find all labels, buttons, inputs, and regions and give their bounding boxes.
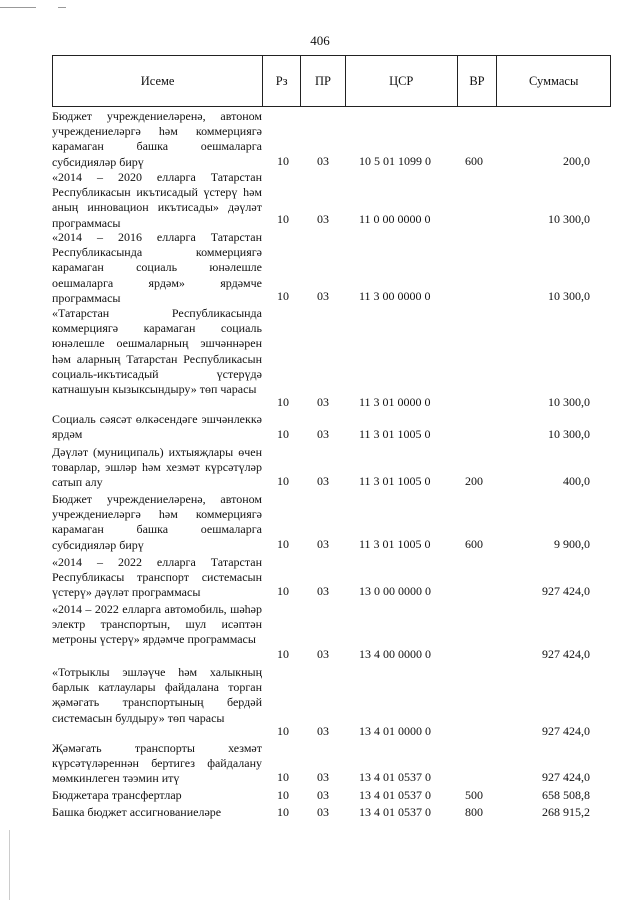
- row-name: Бюджет учреждениеләренә, автоном учреждениеләргә һәм коммерциягә карамаган башка оешмаларга субсидияләр бирү: [52, 492, 262, 552]
- row-pr: 03: [317, 788, 329, 802]
- row-vr: 600: [465, 154, 483, 168]
- table-header: [52, 55, 611, 107]
- header-rz: Рз: [263, 56, 301, 106]
- row-pr: 03: [317, 770, 329, 784]
- table-row: [52, 665, 611, 739]
- row-rz: 10: [277, 724, 289, 738]
- row-sum: 927 424,0: [542, 584, 590, 598]
- row-vr: 600: [465, 537, 483, 551]
- header-vr: ВР: [458, 56, 498, 106]
- row-csr: 11 3 01 1005 0: [359, 474, 431, 488]
- row-sum: 927 424,0: [542, 647, 590, 661]
- table-row: [52, 306, 611, 410]
- row-csr: 13 4 01 0000 0: [359, 724, 431, 738]
- row-pr: 03: [317, 584, 329, 598]
- row-name: Башка бюджет ассигнованиеләре: [52, 805, 222, 819]
- row-rz: 10: [277, 289, 289, 303]
- row-rz: 10: [277, 647, 289, 661]
- row-vr: 200: [465, 474, 483, 488]
- row-name: Социаль сәясәт өлкәсендәге эшчәнлеккә ярдәм: [52, 412, 262, 442]
- row-rz: 10: [277, 770, 289, 784]
- row-csr: 13 4 01 0537 0: [359, 770, 431, 784]
- row-sum: 10 300,0: [548, 212, 590, 226]
- row-pr: 03: [317, 154, 329, 168]
- row-name: «2014 – 2022 елларга автомобиль, шәһәр электр транспортын, шул исәптән метроны үстерү» ярдәмче программасы: [52, 602, 262, 647]
- row-csr: 13 4 00 0000 0: [359, 647, 431, 661]
- row-pr: 03: [317, 537, 329, 551]
- row-sum: 10 300,0: [548, 289, 590, 303]
- row-rz: 10: [277, 805, 289, 819]
- row-csr: 10 5 01 1099 0: [359, 154, 431, 168]
- table-row: [52, 170, 611, 230]
- row-pr: 03: [317, 395, 329, 409]
- row-pr: 03: [317, 724, 329, 738]
- row-pr: 03: [317, 805, 329, 819]
- row-name: Бюджет учреждениеләренә, автоном учреждениеләргә һәм коммерциягә карамаган башка оешмаларга субсидияләр бирү: [52, 109, 262, 169]
- row-name: «2014 – 2022 елларга Татарстан Республикасы транспорт системасын үстерү» дәүләт программасы: [52, 555, 262, 600]
- row-csr: 11 3 01 1005 0: [359, 427, 431, 441]
- row-csr: 13 4 01 0537 0: [359, 788, 431, 802]
- row-sum: 9 900,0: [554, 537, 590, 551]
- table-row: [52, 230, 611, 304]
- row-rz: 10: [277, 474, 289, 488]
- header-name: Исеме: [53, 56, 263, 106]
- table-row: [52, 741, 611, 785]
- row-csr: 11 0 00 0000 0: [359, 212, 431, 226]
- row-pr: 03: [317, 427, 329, 441]
- row-sum: 10 300,0: [548, 395, 590, 409]
- row-rz: 10: [277, 212, 289, 226]
- row-csr: 11 3 01 0000 0: [359, 395, 431, 409]
- header-pr: ПР: [301, 56, 346, 106]
- row-name: «2014 – 2020 елларга Татарстан Республикасын икътисадый үстерү һәм аның инновацион икътисады» дәүләт программасы: [52, 170, 262, 230]
- header-csr: ЦСР: [346, 56, 458, 106]
- row-pr: 03: [317, 289, 329, 303]
- row-pr: 03: [317, 474, 329, 488]
- scan-mark: [9, 830, 10, 900]
- row-rz: 10: [277, 788, 289, 802]
- row-name: Бюджетара трансфертлар: [52, 788, 182, 802]
- table-row: [52, 788, 611, 803]
- row-rz: 10: [277, 537, 289, 551]
- row-csr: 11 3 01 1005 0: [359, 537, 431, 551]
- table-row: [52, 602, 611, 662]
- page-number: 406: [310, 33, 330, 48]
- table-row: [52, 109, 611, 169]
- row-name: «Татарстан Республикасында коммерциягә карамаган социаль юнәлешле оешмаларның эшчәннәрен һәм аларның Татарстан Республикасын социаль-икътисадый үстерүдә катнашуын кызыксындыру» төп чарасы: [52, 306, 262, 397]
- row-csr: 11 3 00 0000 0: [359, 289, 431, 303]
- row-name: «Тотрыклы эшләүче һәм халыкның барлык катлаулары файдалана торган җәмәгать транспортының бердәй системасын булдыру» төп чарасы: [52, 665, 262, 725]
- row-vr: 500: [465, 788, 483, 802]
- table-row: [52, 445, 611, 489]
- scan-mark: [0, 7, 36, 8]
- scan-mark: [58, 7, 66, 8]
- row-rz: 10: [277, 427, 289, 441]
- row-name: Дәүләт (муниципаль) ихтыяҗлары өчен товарлар, эшләр һәм хезмәт күрсәтүләр сатып алу: [52, 445, 262, 490]
- row-sum: 10 300,0: [548, 427, 590, 441]
- row-name: Җәмәгать транспорты хезмәт күрсәтүләреннән бертигез файдалану мөмкинлеген тәэмин итү: [52, 741, 262, 786]
- row-vr: 800: [465, 805, 483, 819]
- row-rz: 10: [277, 584, 289, 598]
- table-row: [52, 555, 611, 599]
- header-sum: Суммасы: [529, 73, 579, 88]
- row-pr: 03: [317, 647, 329, 661]
- row-csr: 13 0 00 0000 0: [359, 584, 431, 598]
- row-sum: 927 424,0: [542, 770, 590, 784]
- row-pr: 03: [317, 212, 329, 226]
- row-sum: 400,0: [563, 474, 590, 488]
- table-row: [52, 412, 611, 442]
- row-sum: 658 508,8: [542, 788, 590, 802]
- table-row: [52, 492, 611, 552]
- row-sum: 200,0: [563, 154, 590, 168]
- row-sum: 268 915,2: [542, 805, 590, 819]
- row-rz: 10: [277, 154, 289, 168]
- row-rz: 10: [277, 395, 289, 409]
- row-csr: 13 4 01 0537 0: [359, 805, 431, 819]
- row-sum: 927 424,0: [542, 724, 590, 738]
- row-name: «2014 – 2016 елларга Татарстан Республикасында коммерциягә карамаган социаль юнәлешле оешмаларга ярдәм» ярдәмче программасы: [52, 230, 262, 305]
- table-row: [52, 805, 611, 820]
